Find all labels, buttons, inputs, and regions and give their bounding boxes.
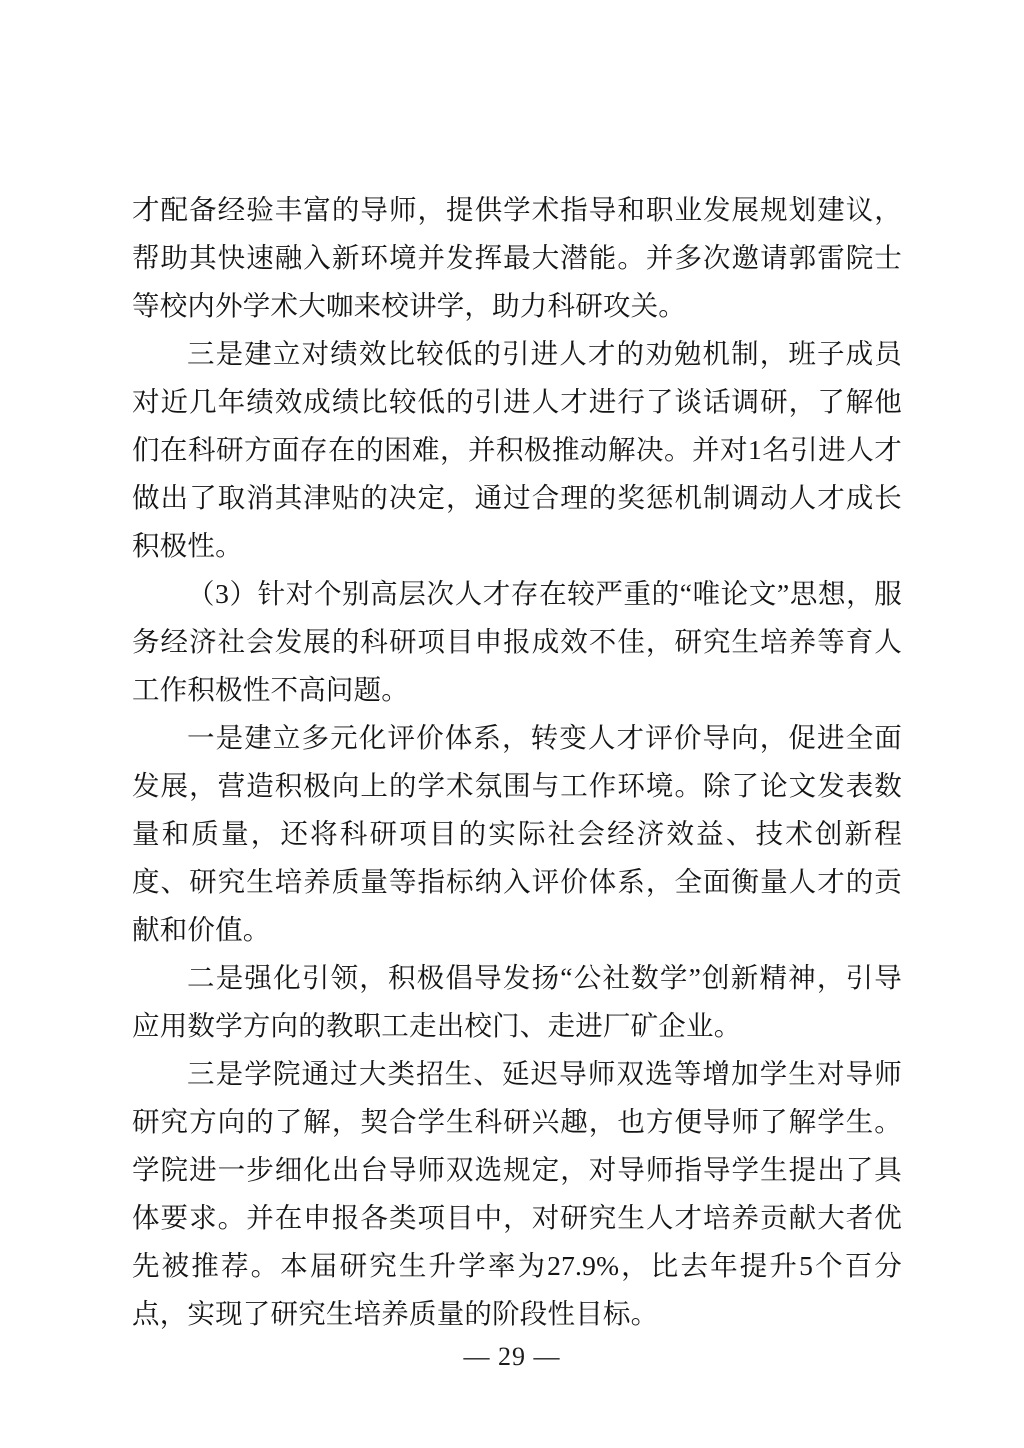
paragraph: 一是建立多元化评价体系，转变人才评价导向，促进全面发展，营造积极向上的学术氛围与工作环境。除了论文发表数量和质量，还将科研项目的实际社会经济效益、技术创新程度、研究生培养质量等指标纳入评价体系，全面衡量人才的贡献和价值。 [132,722,902,945]
page-number: — 29 — [463,1342,561,1371]
body-text [132,186,902,1338]
paragraph: 三是学院通过大类招生、延迟导师双选等增加学生对导师研究方向的了解，契合学生科研兴趣，也方便导师了解学生。学院进一步细化出台导师双选规定，对导师指导学生提出了具体要求。并在申报各类项目中，对研究生人才培养贡献大者优先被推荐。本届研究生升学率为27.9%，比去年提升5个百分点，实现了研究生培养质量的阶段性目标。 [132,1058,902,1329]
paragraph: 二是强化引领，积极倡导发扬“公社数学”创新精神，引导应用数学方向的教职工走出校门、走进厂矿企业。 [132,962,902,1041]
paragraph-continuation: 才配备经验丰富的导师，提供学术指导和职业发展规划建议，帮助其快速融入新环境并发挥最大潜能。并多次邀请郭雷院士等校内外学术大咖来校讲学，助力科研攻关。 [132,194,902,321]
paragraph: 三是建立对绩效比较低的引进人才的劝勉机制，班子成员对近几年绩效成绩比较低的引进人才进行了谈话调研，了解他们在科研方面存在的困难，并积极推动解决。并对1名引进人才做出了取消其津贴的决定，通过合理的奖惩机制调动人才成长积极性。 [132,338,902,561]
paragraph-item-3-heading: （3）针对个别高层次人才存在较严重的“唯论文”思想，服务经济社会发展的科研项目申报成效不佳，研究生培养等育人工作积极性不高问题。 [132,578,902,705]
